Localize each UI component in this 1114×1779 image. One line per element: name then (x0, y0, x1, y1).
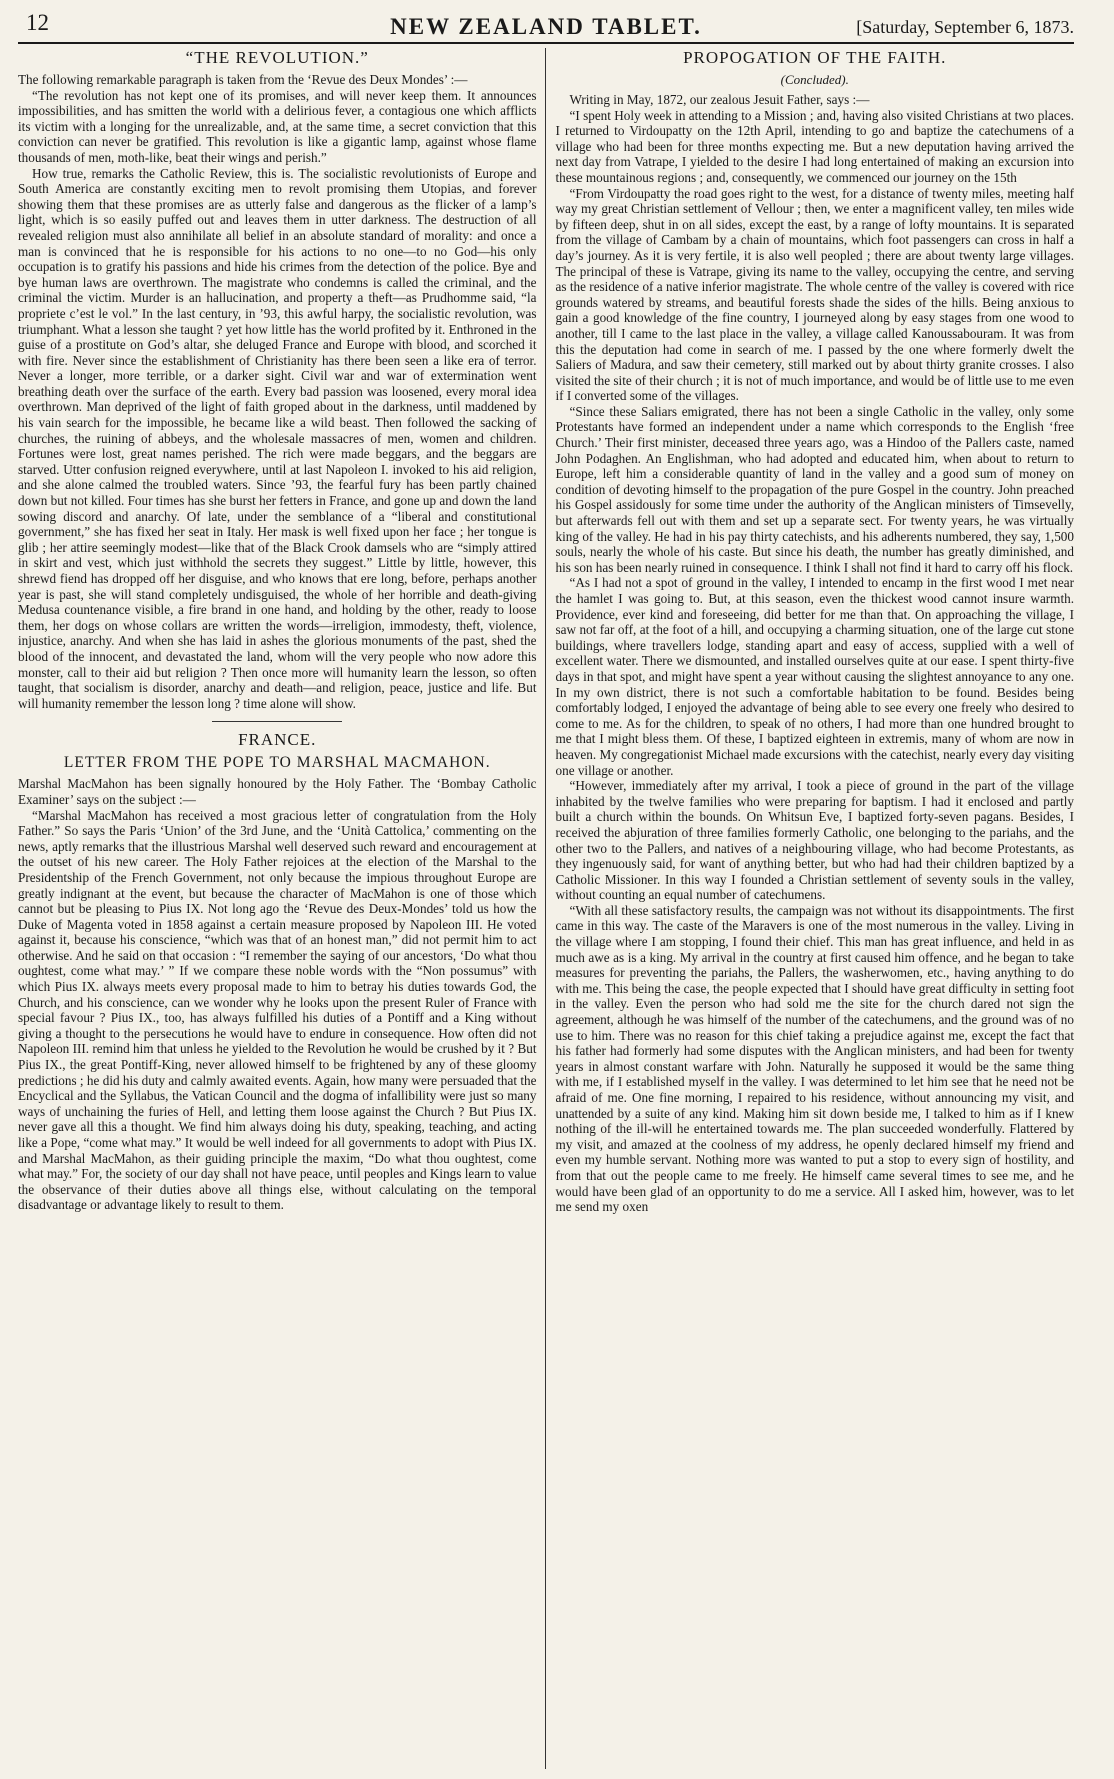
propagation-paragraph: “With all these satisfactory results, the campaign was not without its disappointments. The first came in this way. The caste of the Maravers is one of the most numerous in the valley. Living in the village where I am stopping, I found their chief. This man has great influence, and held in as much awe as is a king. My arrival in the country at first caused him offence, and he began to take measures for preventing the pariahs, the Pallers, the washerwomen, etc., having anything to do with me. This being the case, the people expected that I should have great difficulty in setting foot in the valley. Even the person who had sold me the site for the church dared not sign the agreement, although he was himself of the number of the catechumens, and the ground was of no use to him. There was no reason for this chief taking a prejudice against me, except the fact that his father had formerly had some disputes with the Anglican ministers, and had been for twenty years in almost constant warfare with John. Naturally he supposed it would be the same thing with me, if I established myself in the valley. I was determined to let him see that he need not be afraid of me. One fine morning, I repaired to his residence, without announcing my visit, and unattended by a suite of any kind. Making him sit down beside me, I talked to him as if I knew nothing of the ill-will he entertained towards me. The plan succeeded wonderfully. Flattered by my visit, and amazed at the coolness of my address, he openly declared himself my friend and even my humble servant. Nothing more was wanted to put a stop to every sign of hostility, and from that out the people came to me freely. He himself came several times to see me, and he would have been glad of an opportunity to do me a service. All I asked him, however, was to let me send my oxen (555, 902, 1074, 1215)
propagation-heading: PROPOGATION OF THE FAITH. (683, 48, 947, 67)
propagation-paragraph: “I spent Holy week in attending to a Mission ; and, having also visited Christians at two places. I returned to Virdoupatty on the 12th April, intending to go and baptize the catechumens of a village who had been for three months expecting me. But a new deputation having arrived the next day from Vatrape, I yielded to the desire I had long entertained of making an excursion into these mountainous regions ; and, consequently, we commenced our journey on the 15th (555, 107, 1074, 185)
revolution-paragraph: The following remarkable paragraph is taken from the ‘Revue des Deux Mondes’ :— (18, 72, 468, 87)
france-paragraph: Marshal MacMahon has been signally honoured by the Holy Father. The ‘Bombay Catholic Examiner’ says on the subject :— (18, 776, 537, 807)
propagation-paragraph: “As I had not a spot of ground in the valley, I intended to encamp in the first wood I met near the hamlet I was going to. But, at this season, even the thickest wood cannot insure warmth. Providence, ever kind and foreseeing, did better for me than that. On approaching the village, I saw not far off, at the foot of a hill, and occupying a charming situation, one of the large cut stone buildings, where travellers lodge, standing apart and easy of access, supplied with a well of excellent water. There we dismounted, and installed ourselves quite at our ease. I spent thirty-five days in that spot, and might have spent a year without causing the slightest annoyance to any one. In my own district, there is not such a comfortable habitation to be found. Besides being comfortably lodged, I enjoyed the advantage of being able to see every one freely who desired to come to me. As for the children, to speak of no others, I had more than one hundred brought to me that I might bless them. Of these, I baptized eighteen in extremis, many of whom are now in heaven. My congregationist Michael made excursions with the catechist, nearly every day visiting one village or another. (555, 575, 1074, 778)
section-divider (212, 721, 342, 722)
propagation-paragraph: Writing in May, 1872, our zealous Jesuit Father, says :— (569, 92, 870, 107)
france-heading: FRANCE. (238, 730, 317, 750)
propagation-paragraph: “However, immediately after my arrival, I took a piece of ground in the part of the village inhabited by the twelve families who were preparing for baptism. I had it enclosed and partly built a church within the bounds. On Whitsun Eve, I baptized forty-seven pagans. Besides, I received the abjuration of three families formerly Catholic, one belonging to the pariahs, and the other two to the Pallers, and natives of a neighbouring village, who had become Protestants, as they ingenuously said, for want of anything better, but who had had their children baptized by a Catholic Missioner. In this way I founded a Christian settlement of seventy souls in the valley, without counting an equal number of catechumens. (555, 778, 1074, 903)
france-subheading: LETTER FROM THE POPE TO MARSHAL MACMAHON. (63, 754, 491, 772)
propagation-note: (Concluded). (780, 72, 849, 87)
propagation-paragraph: “From Virdoupatty the road goes right to the west, for a distance of twenty miles, meeting half way my great Christian settlement of Vellour ; then, we enter a magnificent valley, ten miles wide by fifteen deep, shut in on all sides, except the east, by a range of lofty mountains. It is separated from the village of Cambam by a chain of mountains, which foot passengers can cross in half a day’s journey. As it is very fertile, it is also well peopled ; there are about twenty large villages. The principal of these is Vatrape, giving its name to the valley, occupying the centre, and serving as the residence of a native inferior magistrate. The whole centre of the valley is covered with rice grounds watered by streams, and beautiful forests shade the sides of the hills. Being anxious to gain a good knowledge of the fine country, I journeyed along by easy stages from one wood to another, till I came to the last place in the valley, a village called Kanoussabouram. It was from this the deputation had come in search of me. I passed by the one where formerly dwelt the Saliers of Madura, and saw their cemetery, still marked out by about thirty granite crosses. I also visited the site of their church ; it is not of much importance, and would be of little use to me even if I converted some of the villages. (555, 185, 1074, 404)
revolution-paragraph: “The revolution has not kept one of its promises, and will never keep them. It announces impossibilities, and has smitten the world with a delirious fever, a contagious one which afflicts its victim with a longing for the unrealizable, and, at the same time, a secret conviction that this conviction can never be gratified. This revolution is like a gigantic lamp, against whose flame thousands of men, moth-like, beat their wings and perish.” (18, 87, 537, 165)
right-column (545, 48, 1075, 1769)
masthead (18, 8, 1074, 44)
revolution-heading: “THE REVOLUTION.” (185, 48, 369, 67)
issue-date: [Saturday, September 6, 1873. (856, 17, 1074, 37)
left-column (18, 48, 545, 1769)
page-number: 12 (26, 10, 49, 35)
revolution-paragraph: How true, remarks the Catholic Review, this is. The socialistic revolutionists of Europe and South America are constantly exciting men to revolt promising them Utopias, and forever showing them that these promises are as utterly false and dangerous as the flicker of a lamp’s light, which is so easily puffed out and leaves them in utter darkness. The destruction of all revealed religion must also annihilate all belief in an absolute standard of morality: and once a man is convinced that he is responsible for his actions to no one—to no God—his only occupation is to gratify his passions and hide his crimes from the detection of the police. Bye and bye human laws are overthrown. The magistrate who condemns is called the criminal, and the criminal the victim. Murder is an hallucination, and property a theft—as Prudhomme said, “la propriete c’est le vol.” In the last century, in ’93, this awful harpy, the socialistic revolution, was triumphant. What a lesson she taught ? yet how little has the world profited by it. Enthroned in the guise of a prostitute on God’s altar, she deluged France and Europe with blood, and scorched it with fire. Never since the establishment of Christianity has there been seen a like era of terror. Never a longer, more terrible, or a darker sight. Civil war and war of extermination went breathing death over the surface of the earth. Every bad passion was loosened, every moral idea overthrown. Man deprived of the light of faith groped about in the darkness, until maddened by his vain search for the impossible, he became like a wild beast. Then followed the sacking of churches, the ruining of abbeys, and the wholesale massacres of men, women and children. Fortunes were lost, great names perished. The rich were made beggars, and the beggars are starved. Utter confusion reigned everywhere, until at last Napoleon I. invoked to his aid religion, and she alone calmed the troubled waters. Since ’93, the fearful fury has been partly chained down but not killed. Four times has she burst her fetters in France, and gone up and down the land sowing discord and anarchy. Of late, under the semblance of a “liberal and constitutional government,” she has fixed her seat in Italy. Her mask is well fixed upon her face ; her tongue is glib ; her attire seemingly modest—like that of the Black Crook damsels who are “simply attired in skirt and vest, which just withhold the secrets they suggest.” Little by little, however, this shrewd fiend has dropped off her disguise, and who knows that ere long, before, perhaps another year is past, she will stand completely undisguised, the whole of her horrible and death-giving Medusa countenance visible, a fire brand in one hand, and holding by the other, ready to loose them, her dogs on whose collars are written the words—irreligion, immodesty, theft, violence, injustice, anarchy. And when she has laid in ashes the glorious monuments of the past, shed the blood of the innocent, and devastated the land, whom will the very people who now adore this monster, call to their aid but religion ? Then once more will humanity learn the lesson, so often taught, that socialism is disorder, anarchy and death—and religion, peace, justice and life. But will humanity remember the lesson long ? time alone will show. (18, 165, 537, 711)
newspaper-title: NEW ZEALAND TABLET. (390, 14, 702, 39)
columns (18, 48, 1074, 1769)
propagation-paragraph: “Since these Saliars emigrated, there has not been a single Catholic in the valley, only some Protestants have formed an independent under a name which corresponds to the English ‘free Church.’ Their first minister, deceased three years ago, was a Hindoo of the Pallers caste, named John Podaghen. An Englishman, who had adopted and educated him, when about to return to Europe, left him a considerable quantity of land in the valley and a good sum of money on condition of devoting himself to the propagation of the pure Gospel in the country. John preached his Gospel assidously for some time under the authority of the Anglican ministers of Timsevelly, but afterwards fell out with them and set up a separate sect. For twenty years, he was virtually king of the valley. He had in his pay thirty catechists, and his adherents numbered, they say, 1,500 souls, nearly the whole of his caste. But since his death, the number has greatly diminished, and his son has been nearly ruined in consequence. I think I shall not find it hard to carry off his flock. (555, 403, 1074, 575)
france-paragraph: “Marshal MacMahon has received a most gracious letter of congratulation from the Holy Father.” So says the Paris ‘Union’ of the 3rd June, and the ‘Unità Cattolica,’ commenting on the news, aptly remarks that the illustrious Marshal well deserved such reward and encouragement at the outset of his new career. The Holy Father rejoices at the election of the Marshal to the Presidentship of the French Government, not only because the impious throughout Europe are greatly indignant at the event, but because the character of MacMahon is one of those which cannot but be pleasing to Pius IX. Not long ago the ‘Revue des Deux-Mondes’ told us how the Duke of Magenta voted in 1858 against a certain measure proposed by Napoleon III. He voted against it, because his conscience, “which was that of an honest man,” did not permit him to act otherwise. And he said on that occasion : “I remember the saying of our ancestors, ‘Do what thou oughtest, come what may.’ ” If we compare these noble words with the “Non possumus” with which Pius IX. always meets every proposal made to him to betray his duties towards God, the Church, and his conscience, can we wonder why he looks upon the present Ruler of France with special favour ? Pius IX., too, has always fulfilled his duties of a Pontiff and a King without giving a thought to the persecutions he would have to endure in consequence. How often did not Napoleon III. remind him that unless he yielded to the Revolution he would be crushed by it ? But Pius IX., the great Pontiff-King, never allowed himself to be frightened by any of these gloomy predictions ; he did his duty and calmly awaited events. Again, how many were persuaded that the Encyclical and the Syllabus, the Vatican Council and the dogma of infallibility were just so many ways of unchaining the furies of Hell, and letting them loose against the Church ? But Pius IX. never gave all this a thought. We find him always doing his duty, speaking, teaching, and acting like a Pope, “come what may.” It would be well indeed for all governments to adopt with Pius IX. and Marshal MacMahon, as their guiding principle the maxim, “Do what thou oughtest, come what may.” For, the society of our day shall not have peace, until peoples and Kings learn to value the observance of their duties above all things else, without calculating on the temporal disadvantage or advantage likely to result to them. (18, 807, 537, 1213)
